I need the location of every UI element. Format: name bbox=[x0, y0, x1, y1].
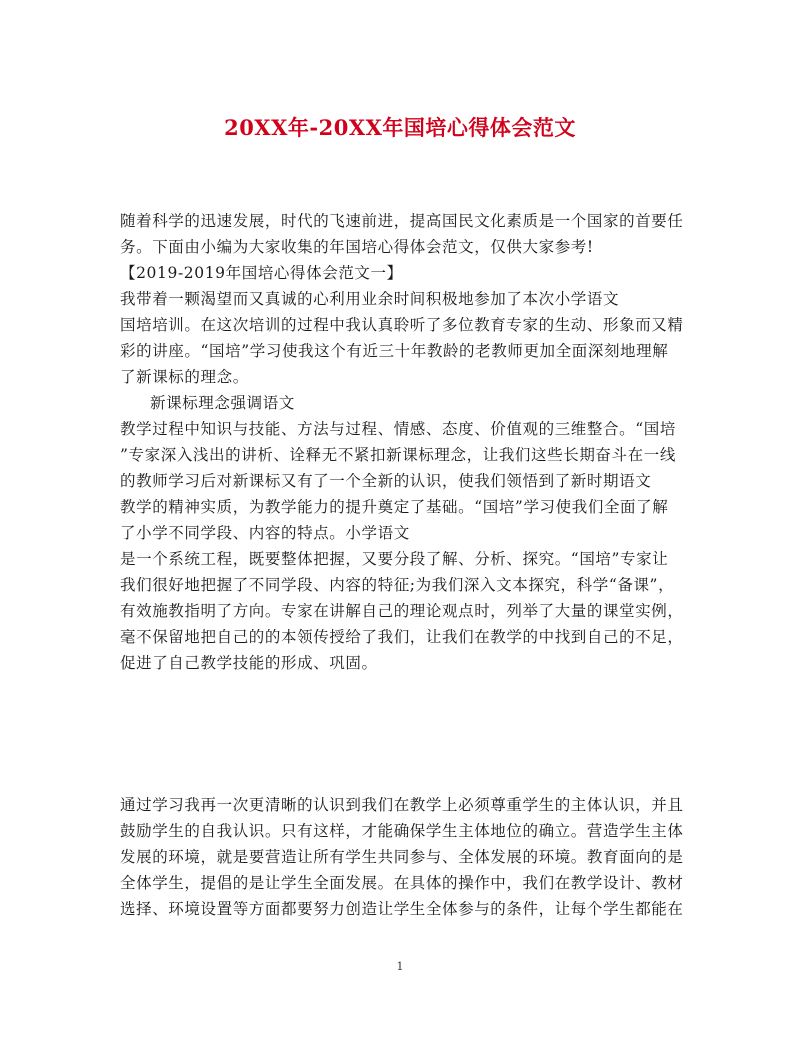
paragraph-line: 的教师学习后对新课标又有了一个全新的认识，使我们领悟到了新时期语文 bbox=[120, 472, 652, 490]
paragraph-line: 我们很好地把握了不同学段、内容的特征;为我们深入文本探究，科学“备课”， bbox=[120, 576, 675, 594]
paragraph-line: 发展的环境，就是要营造让所有学生共同参与、全体发展的环境。教育面向的是 bbox=[120, 848, 684, 866]
paragraph-line: 教学过程中知识与技能、方法与过程、情感、态度、价值观的三维整合。“国培 bbox=[120, 420, 676, 438]
paragraph-line: 了新课标的理念。 bbox=[120, 368, 249, 386]
document-title: 20XX年-20XX年国培心得体会范文 bbox=[224, 115, 576, 140]
section-heading: 【2019-2019年国培心得体会范文一】 bbox=[120, 264, 403, 282]
paragraph-line: 是一个系统工程，既要整体把握，又要分段了解、分析、探究。“国培”专家让 bbox=[120, 550, 669, 568]
paragraph-line: 务。下面由小编为大家收集的年国培心得体会范文，仅供大家参考! bbox=[120, 238, 594, 256]
paragraph-line: 通过学习我再一次更清晰的认识到我们在教学上必须尊重学生的主体认识，并且 bbox=[120, 796, 684, 814]
paragraph-line: 有效施教指明了方向。专家在讲解自己的理论观点时，列举了大量的课堂实例， bbox=[120, 602, 684, 620]
document-body-section-2 bbox=[120, 792, 684, 922]
paragraph-line: ”专家深入浅出的讲析、诠释无不紧扣新课标理念，让我们这些长期奋斗在一线 bbox=[120, 446, 676, 464]
paragraph-line: 我带着一颗渴望而又真诚的心利用业余时间积极地参加了本次小学语文 bbox=[120, 290, 620, 308]
paragraph-line: 了小学不同学段、内容的特点。小学语文 bbox=[120, 524, 410, 542]
paragraph-line: 促进了自己教学技能的形成、巩固。 bbox=[120, 654, 378, 672]
paragraph-line: 国培培训。在这次培训的过程中我认真聆听了多位教育专家的生动、形象而又精 bbox=[120, 316, 684, 334]
paragraph-line: 教学的精神实质，为教学能力的提升奠定了基础。“国培”学习使我们全面了解 bbox=[120, 498, 669, 516]
paragraph-line: 选择、环境设置等方面都要努力创造让学生全体参与的条件，让每个学生都能在 bbox=[120, 900, 684, 918]
paragraph-line: 毫不保留地把自己的的本领传授给了我们，让我们在教学的中找到自己的不足， bbox=[120, 628, 684, 646]
paragraph-line: 鼓励学生的自我认识。只有这样，才能确保学生主体地位的确立。营造学生主体 bbox=[120, 822, 684, 840]
paragraph-line-indented: 新课标理念强调语文 bbox=[150, 394, 295, 412]
document-body-section-1 bbox=[120, 208, 684, 676]
paragraph-line: 随着科学的迅速发展，时代的飞速前进，提高国民文化素质是一个国家的首要任 bbox=[120, 212, 684, 230]
paragraph-line: 彩的讲座。“国培”学习使我这个有近三十年教龄的老教师更加全面深刻地理解 bbox=[120, 342, 669, 360]
paragraph-line: 全体学生，提倡的是让学生全面发展。在具体的操作中，我们在教学设计、教材 bbox=[120, 874, 684, 892]
page-number: 1 bbox=[396, 960, 404, 973]
